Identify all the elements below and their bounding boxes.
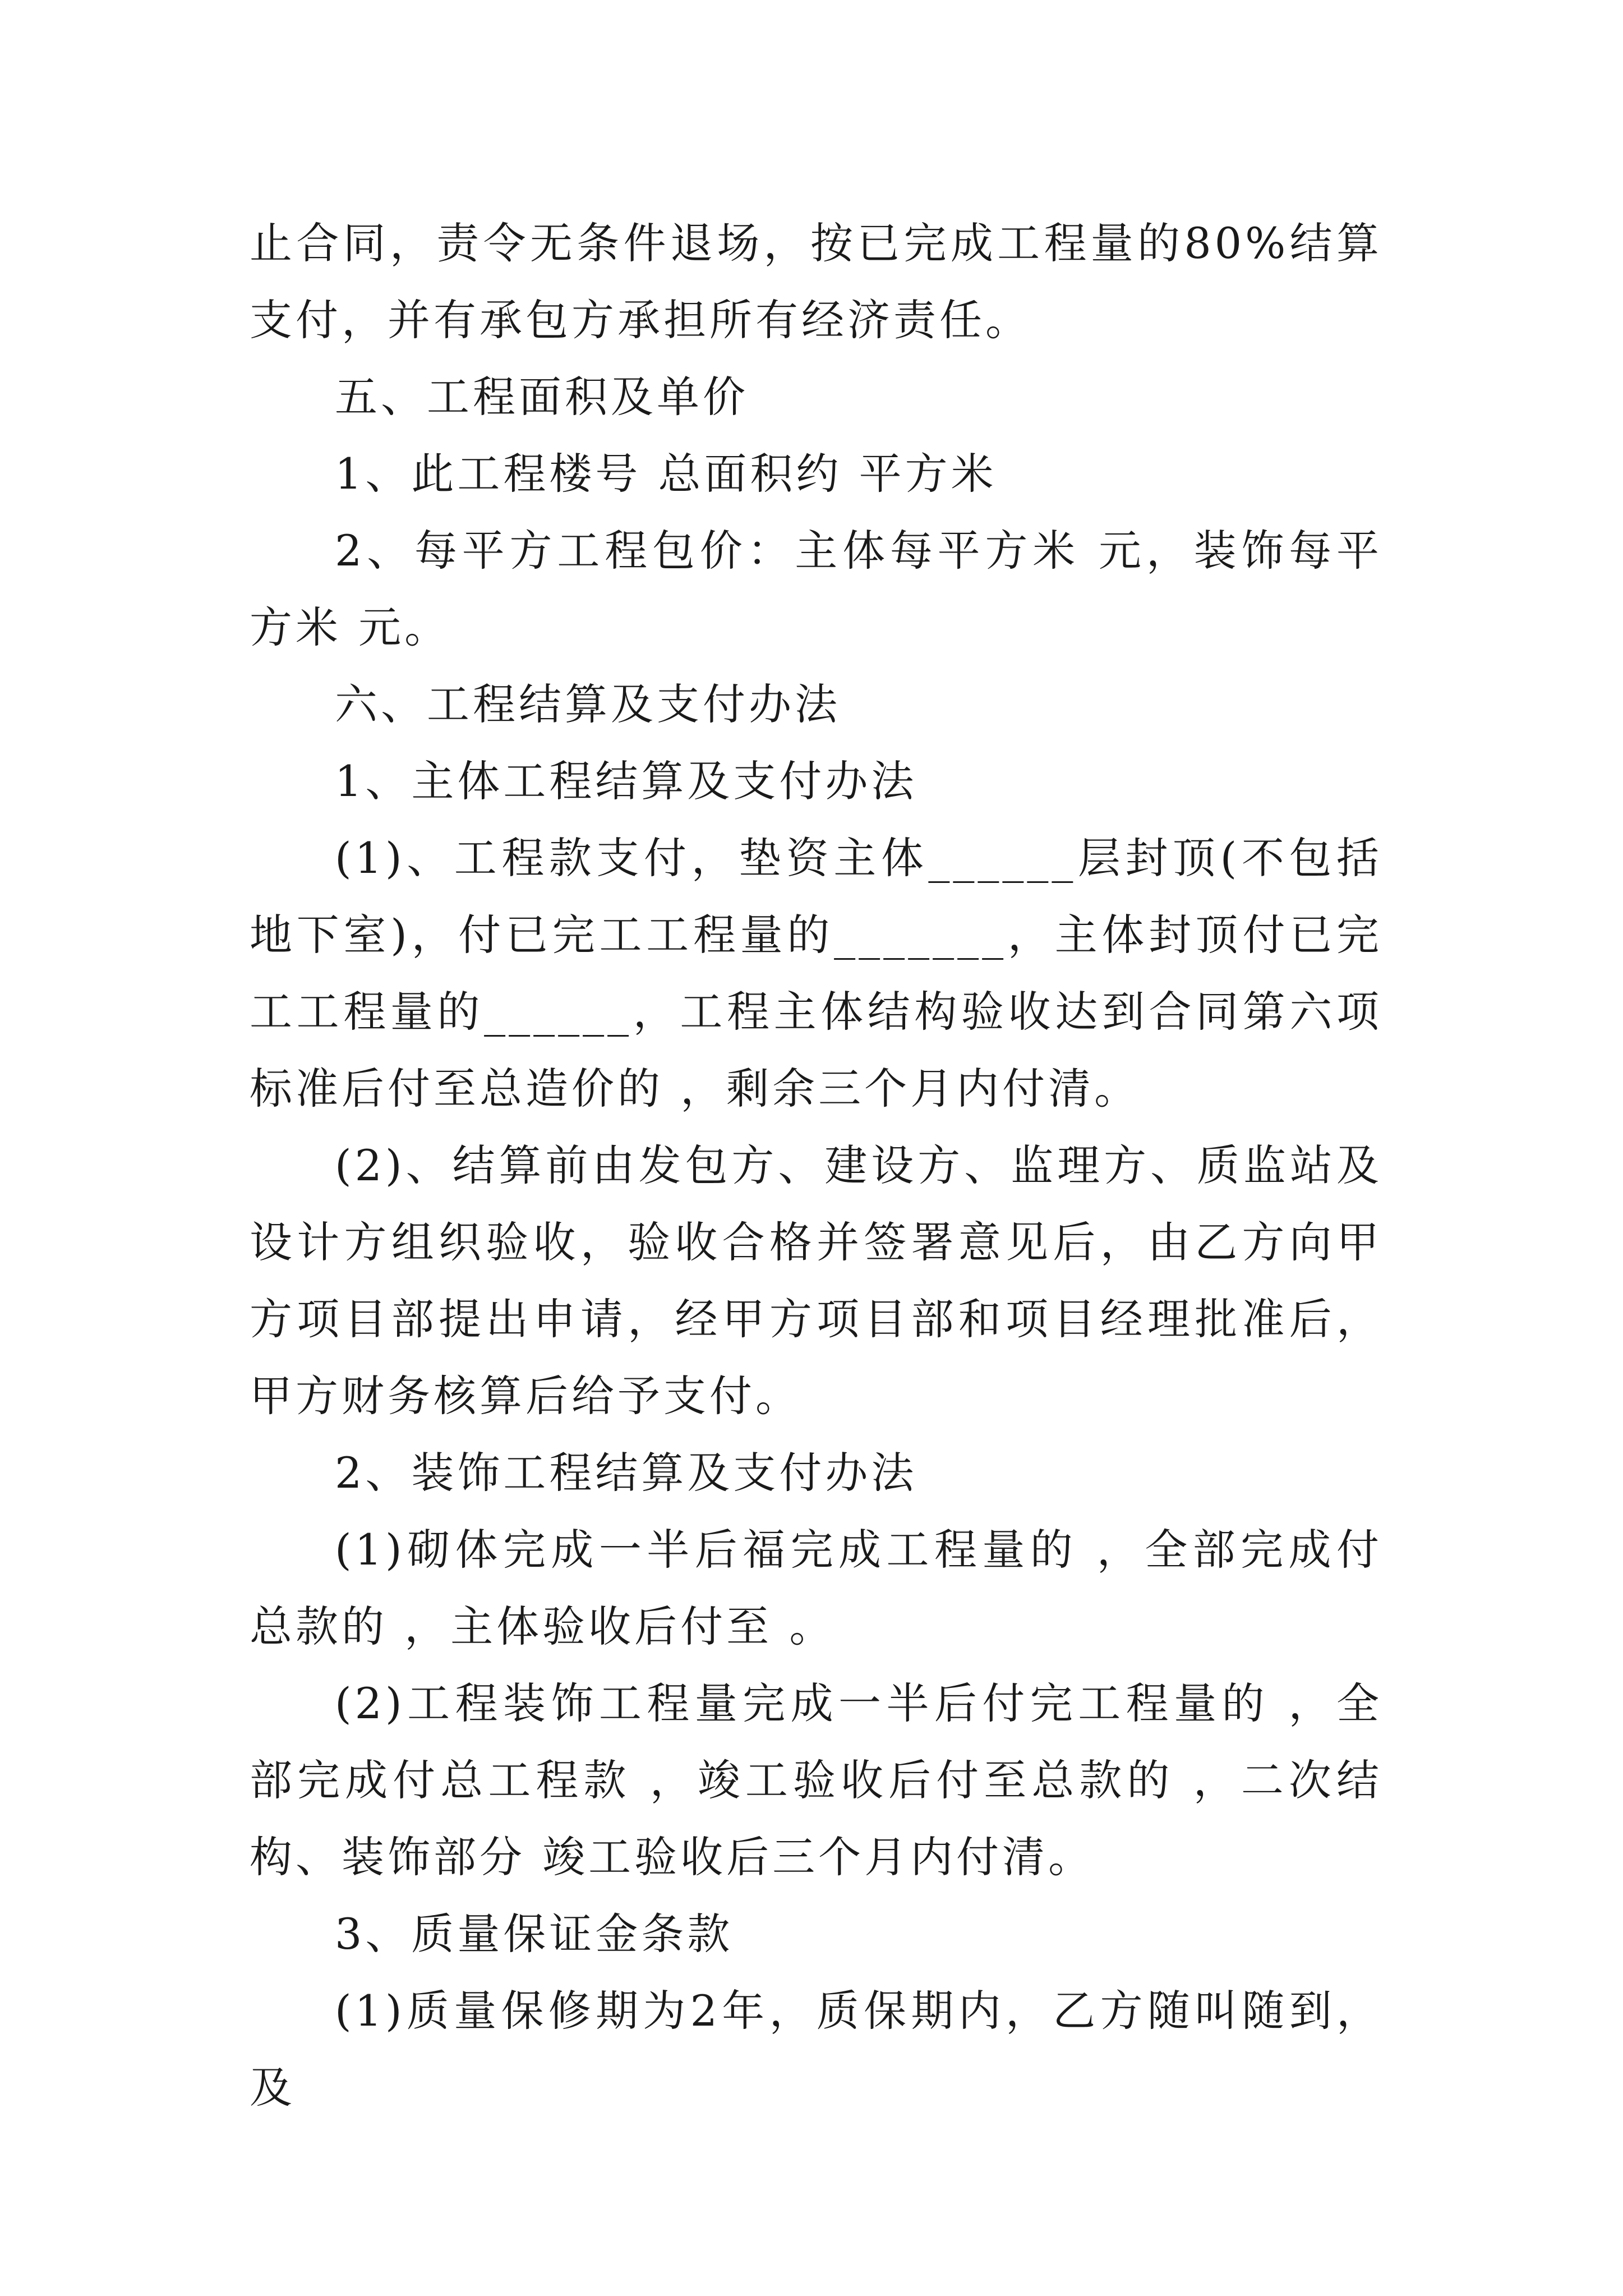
document-body bbox=[250, 205, 1382, 2126]
heading-6-3: 3、质量保证金条款 bbox=[335, 1909, 734, 1959]
paragraph-6-1-2: (2)、结算前由发包方、建设方、监理方、质监站及设计方组织验收，验收合格并签署意见后，由乙方向甲方项目部提出申请，经甲方项目部和项目经理批准后，甲方财务核算后给予支付。 bbox=[250, 1140, 1382, 1421]
heading-6-1: 1、主体工程结算及支付办法 bbox=[335, 756, 917, 806]
heading-6-2: 2、装饰工程结算及支付办法 bbox=[335, 1448, 917, 1498]
paragraph-5-1: 1、此工程楼号 总面积约 平方米 bbox=[335, 449, 997, 499]
paragraph-6-1-1: (1)、工程款支付，垫资主体______层封顶(不包括地下室)，付已完工工程量的_______，主体封顶付已完工工程量的______，工程主体结构验收达到合同第六项标准后付至总造价的 ，剩余三个月内付清。 bbox=[250, 833, 1382, 1114]
heading-section-6: 六、工程结算及支付办法 bbox=[335, 679, 841, 729]
paragraph-contract-termination: 止合同，责令无条件退场，按已完成工程量的80%结算支付，并有承包方承担所有经济责任。 bbox=[250, 218, 1382, 345]
paragraph-6-3-1: (1)质量保修期为2年，质保期内，乙方随叫随到，及 bbox=[250, 1986, 1382, 2113]
paragraph-5-2: 2、每平方工程包价：主体每平方米 元，装饰每平方米 元。 bbox=[250, 526, 1382, 652]
heading-section-5: 五、工程面积及单价 bbox=[335, 372, 749, 422]
paragraph-6-2-2: (2)工程装饰工程量完成一半后付完工程量的 ，全部完成付总工程款 ，竣工验收后付至总款的 ，二次结构、装饰部分 竣工验收后三个月内付清。 bbox=[250, 1678, 1382, 1882]
paragraph-6-2-1: (1)砌体完成一半后福完成工程量的 ，全部完成付总款的 ，主体验收后付至 。 bbox=[250, 1525, 1382, 1651]
